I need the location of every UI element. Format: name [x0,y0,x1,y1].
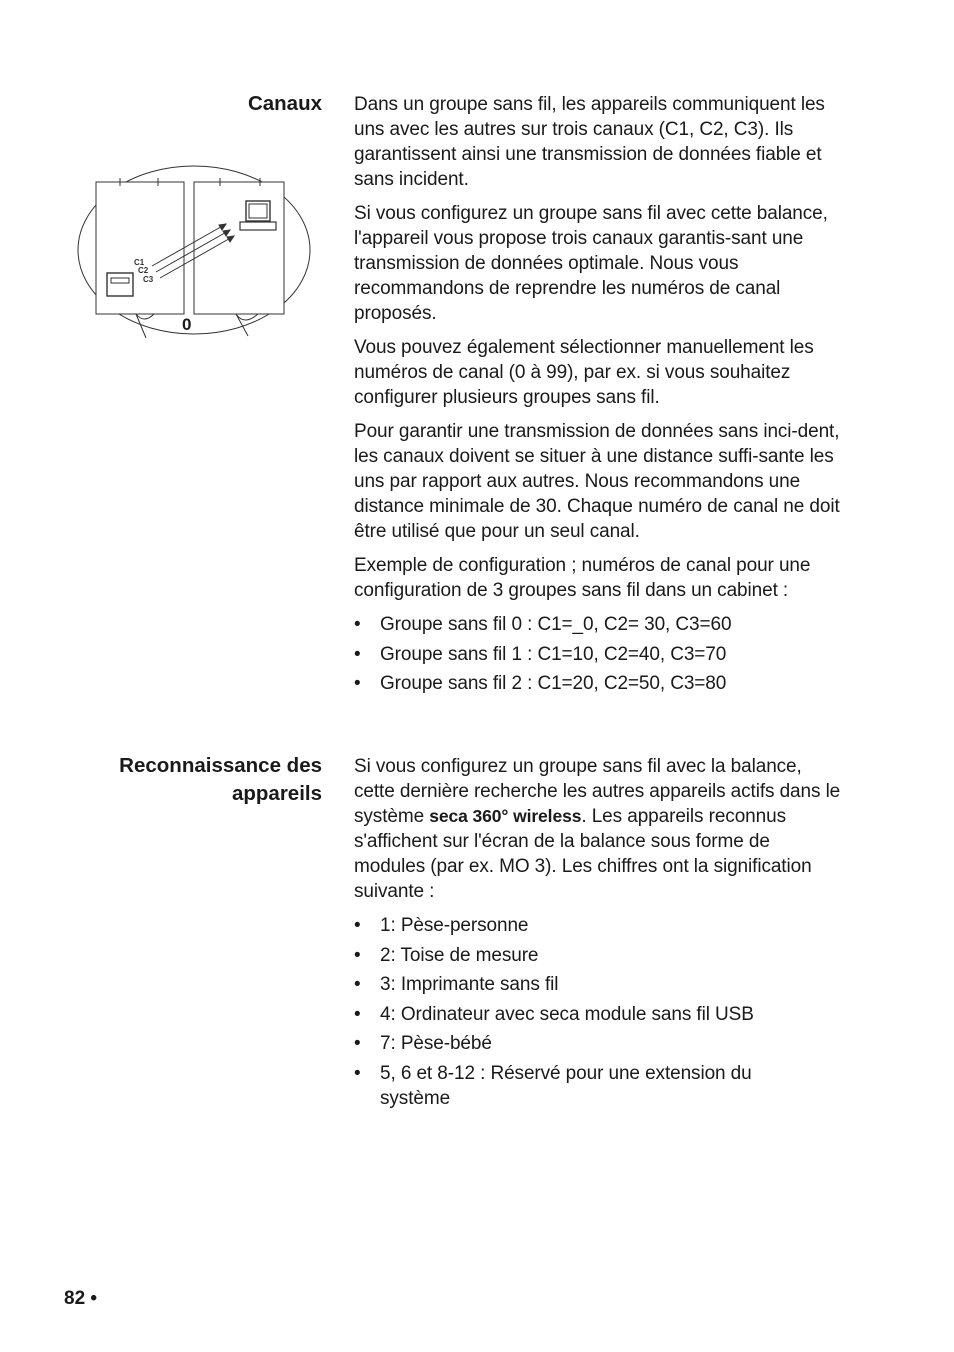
module-meaning-list [354,913,844,1111]
section-heading-canaux [248,90,322,118]
heading-line: Canaux [247,92,322,115]
paragraph: Exemple de configuration ; numéros de canal pour une configuration de 3 groupes sans fil dans un cabinet : [354,555,811,601]
group-number-label: 0 [182,315,192,334]
paragraph: Dans un groupe sans fil, les appareils communiquent les uns avec les autres sur trois canaux (C1, C2, C3). Ils garantissent ainsi une transmission de données fiable et sans incident. [354,94,825,190]
list-item: • Groupe sans fil 1 : C1=10, C2=40, C3=70 [354,642,844,667]
channel-label-c2: C2 [138,266,149,275]
paragraph: Si vous configurez un groupe sans fil avec cette balance, l'appareil vous propose trois canaux garantis-sant une transmission de données optimale. Nous vous recommandons de reprendre les numéros de canal proposés. [354,203,828,324]
paragraph: Pour garantir une transmission de données sans inci-dent, les canaux doivent se situer à une distance suffi-sante les uns par rapport aux autres. Nous recommandons une distance minimale de 30. Chaque numéro de canal ne doit être utilisé que pour un seul canal. [354,421,840,542]
channel-label-c3: C3 [143,275,154,284]
intro-text: Si vous configurez un groupe sans fil avec la balance, cette dernière recherche les autres appareils actifs dans le système [354,756,841,827]
list-item: • Groupe sans fil 0 : C1=_0, C2= 30, C3=60 [354,612,844,637]
channel-example-list [354,612,844,696]
scale-device-icon [107,273,133,296]
page-number: 82 • [64,1288,98,1309]
heading-line: appareils [231,782,322,805]
list-item: • 3: Imprimante sans fil [354,972,844,997]
list-item: • 4: Ordinateur avec seca module sans fil USB [354,1002,844,1027]
list-item: • Groupe sans fil 2 : C1=20, C2=50, C3=80 [354,671,844,696]
list-item: • 2: Toise de mesure [354,943,844,968]
computer-icon [240,201,276,230]
wireless-group-svg [74,164,314,344]
list-item: • 7: Pèse-bébé [354,1031,844,1056]
channel-label-c1: C1 [134,258,145,267]
section-body-reconnaissance [354,754,844,1116]
paragraph: Vous pouvez également sélectionner manuellement les numéros de canal (0 à 99), par ex. si vous souhaitez configurer plusieurs groupes sans fil. [354,337,814,408]
wireless-group-diagram [74,164,314,344]
paragraph [354,754,844,904]
heading-line: Reconnaissance des [119,754,322,777]
list-item: • 1: Pèse-personne [354,913,844,938]
product-name: seca 360° wireless [429,806,582,826]
list-item: • 5, 6 et 8-12 : Réservé pour une extension du système [354,1061,780,1111]
section-heading-reconnaissance [119,752,322,808]
intro-text: . Les appareils reconnus s'affichent sur l'écran de la balance sous forme de modules (par ex. MO 3). Les chiffres ont la signification suivante : [354,806,812,902]
section-body-canaux [354,92,844,701]
